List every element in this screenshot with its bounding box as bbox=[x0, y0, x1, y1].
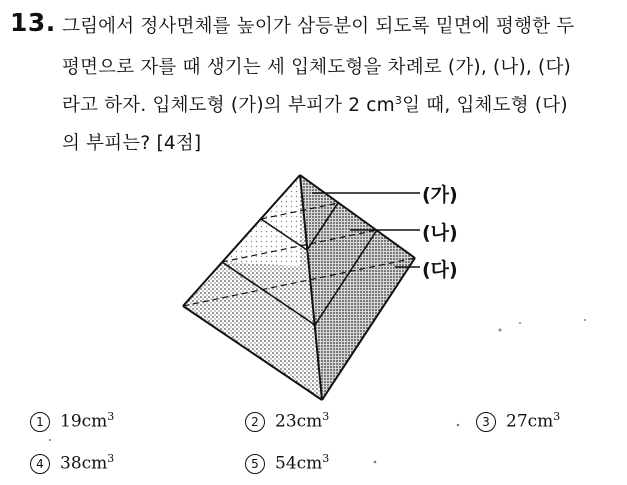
question-line-3-sup: 3 bbox=[394, 93, 403, 107]
option-2[interactable] bbox=[245, 410, 329, 432]
option-3-value: 27 bbox=[506, 411, 528, 432]
option-4[interactable] bbox=[30, 452, 114, 474]
option-1[interactable] bbox=[30, 410, 114, 432]
question-line-3-pre: 라고 하자. 입체도형 (가)의 부피가 2 cm bbox=[62, 95, 395, 116]
left-face bbox=[183, 175, 322, 400]
option-1-value: 19 bbox=[60, 411, 82, 432]
option-3-exp: 3 bbox=[553, 410, 561, 423]
option-4-unit: cm bbox=[81, 453, 108, 474]
option-4-value: 38 bbox=[60, 453, 82, 474]
figure-label-ga: (가) bbox=[422, 184, 458, 206]
option-1-unit: cm bbox=[81, 411, 108, 432]
option-1-exp: 3 bbox=[107, 410, 115, 423]
option-4-number: 4 bbox=[30, 454, 50, 474]
option-5-number: 5 bbox=[245, 454, 265, 474]
option-3-number: 3 bbox=[476, 412, 496, 432]
speck bbox=[374, 461, 377, 464]
speck bbox=[499, 329, 502, 332]
option-5-value: 54 bbox=[275, 453, 297, 474]
option-2-exp: 3 bbox=[322, 410, 330, 423]
question-line-1: 그림에서 정사면체를 높이가 삼등분이 되도록 밑면에 평행한 두 bbox=[62, 16, 575, 37]
question-number: 13. bbox=[10, 8, 56, 37]
speck bbox=[584, 319, 586, 321]
option-3[interactable] bbox=[476, 410, 560, 432]
option-2-value: 23 bbox=[275, 411, 297, 432]
option-2-unit: cm bbox=[296, 411, 323, 432]
option-5-unit: cm bbox=[296, 453, 323, 474]
question-line-4: 의 부피는? [4점] bbox=[62, 133, 202, 154]
option-5[interactable] bbox=[245, 452, 329, 474]
speck bbox=[49, 439, 51, 441]
option-3-unit: cm bbox=[527, 411, 554, 432]
speck bbox=[457, 424, 460, 427]
option-5-exp: 3 bbox=[322, 452, 330, 465]
option-1-number: 1 bbox=[30, 412, 50, 432]
figure-label-da: (다) bbox=[422, 259, 458, 281]
option-2-number: 2 bbox=[245, 412, 265, 432]
option-4-exp: 3 bbox=[107, 452, 115, 465]
question-line-3-post: 일 때, 입체도형 (다) bbox=[402, 95, 568, 116]
figure-label-na: (나) bbox=[422, 222, 458, 244]
question-line-2: 평면으로 자를 때 생기는 세 입체도형을 차례로 (가), (나), (다) bbox=[62, 57, 571, 78]
speck bbox=[519, 322, 521, 324]
